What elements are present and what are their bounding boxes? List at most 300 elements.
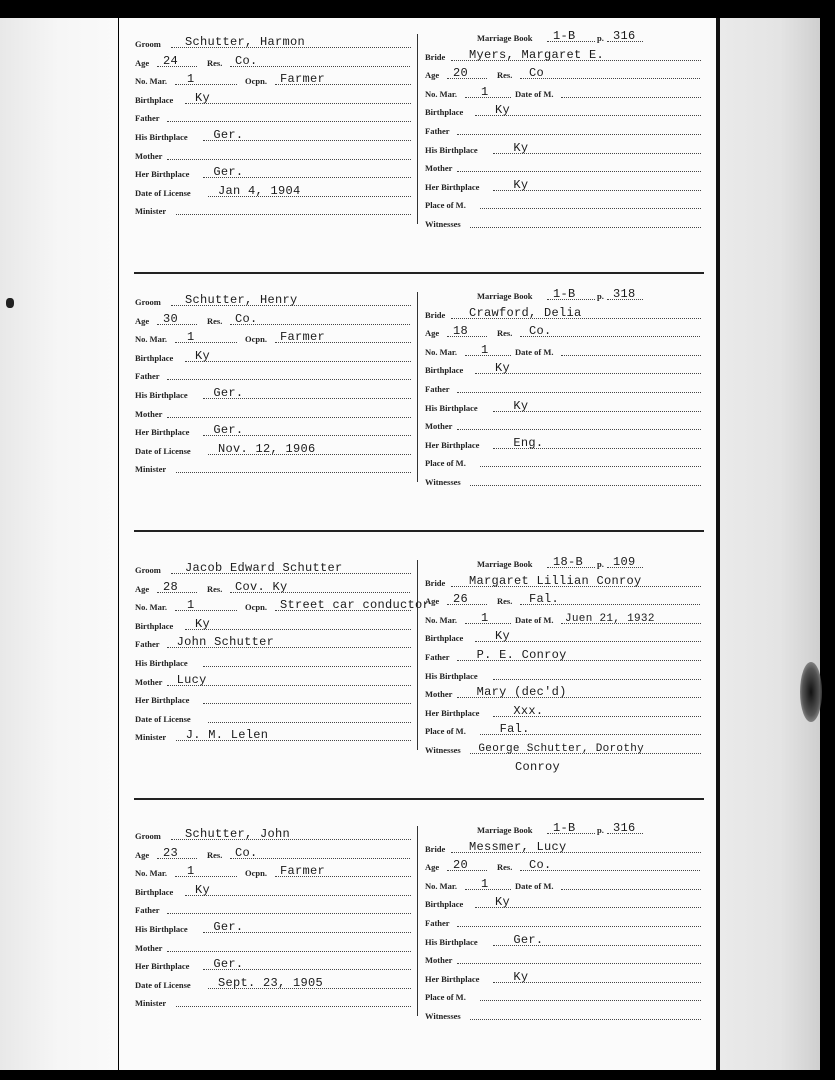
groom-her-birthplace-row xyxy=(135,688,415,706)
ocpn-label: Ocpn. xyxy=(245,334,267,345)
groom-minister-row xyxy=(135,457,415,475)
marriage-book-value: 18-B xyxy=(553,555,584,569)
place-of-m-label: Place of M. xyxy=(425,200,466,211)
birthplace-line xyxy=(185,361,411,362)
bride-her-birthplace-row xyxy=(425,433,703,451)
bride-witnesses-2-row xyxy=(425,231,703,249)
groom-birthplace-row xyxy=(135,880,415,898)
witnesses-label: Witnesses xyxy=(425,745,461,755)
groom-birthplace-row xyxy=(135,614,415,632)
age-label: Age xyxy=(425,70,440,81)
groom-groom-row xyxy=(135,824,415,842)
groom-mother-row xyxy=(135,144,415,162)
father-line xyxy=(167,121,411,122)
bride-name-value: Messmer, Lucy xyxy=(469,839,567,854)
groom-his-birthplace-row xyxy=(135,125,415,143)
groom-birthplace-value: Ky xyxy=(195,90,211,105)
bride-her-birthplace-row xyxy=(425,175,703,193)
bride-name-value: Myers, Margaret E. xyxy=(469,47,605,62)
mother-label: Mother xyxy=(135,408,163,419)
res-label: Res. xyxy=(207,57,223,68)
his-birthplace-label: His Birthplace xyxy=(135,390,188,400)
no-mar-line xyxy=(175,876,237,877)
card-divider xyxy=(417,34,418,224)
bride-no-mar-value: 1 xyxy=(481,610,489,625)
res-label: Res. xyxy=(207,315,223,326)
marriage-book-label: Marriage Book xyxy=(477,559,533,569)
age-label: Age xyxy=(135,57,150,68)
birthplace-label: Birthplace xyxy=(135,886,174,897)
groom-date-of-license-value: Nov. 12, 1906 xyxy=(218,441,316,456)
birthplace-label: Birthplace xyxy=(135,94,174,105)
groom-no-mar-value: 1 xyxy=(187,330,195,345)
bride-his-birthplace-row xyxy=(425,930,703,948)
groom-no-mar-row xyxy=(135,69,415,87)
bride-name-value: Margaret Lillian Conroy xyxy=(469,573,642,588)
res-label: Res. xyxy=(497,328,513,339)
his-birthplace-label: His Birthplace xyxy=(135,658,188,668)
bride-witnesses-continued-value: Conroy xyxy=(515,759,561,774)
groom-mother-row xyxy=(135,670,415,688)
groom-her-birthplace-row xyxy=(135,162,415,180)
groom-father-value: John Schutter xyxy=(176,635,275,650)
date-of-license-label: Date of License xyxy=(135,187,191,198)
his-birthplace-label: His Birthplace xyxy=(425,670,478,681)
bride-father-row xyxy=(425,911,703,929)
bride-birthplace-value: Ky xyxy=(495,895,511,910)
father-line xyxy=(457,134,701,135)
groom-her-birthplace-value: Ger. xyxy=(213,165,244,180)
father-line xyxy=(457,926,701,927)
her-birthplace-label: Her Birthplace xyxy=(135,695,190,706)
groom-age-value: 23 xyxy=(163,845,179,860)
mother-label: Mother xyxy=(425,955,453,966)
groom-birthplace-value: Ky xyxy=(195,616,211,631)
bride-label: Bride xyxy=(425,51,446,62)
mother-line xyxy=(457,963,701,964)
bride-witnesses-row xyxy=(425,738,703,756)
place-of-m-line xyxy=(480,1000,701,1001)
her-birthplace-label: Her Birthplace xyxy=(135,961,190,972)
minister-line xyxy=(176,214,411,215)
birthplace-label: Birthplace xyxy=(425,899,464,910)
marriage-book-value: 1-B xyxy=(553,29,576,43)
no-mar-line xyxy=(175,342,237,343)
father-label: Father xyxy=(135,113,160,124)
birthplace-label: Birthplace xyxy=(425,107,464,118)
bride-his-birthplace-row xyxy=(425,664,703,682)
groom-groom-row xyxy=(135,32,415,50)
mother-line xyxy=(167,159,411,160)
groom-date-of-license-row xyxy=(135,439,415,457)
groom-res-value: Co. xyxy=(235,53,258,68)
page-label: p. xyxy=(597,291,604,301)
minister-label: Minister xyxy=(135,998,167,1009)
res-label: Res. xyxy=(207,583,223,594)
date-of-m-label: Date of M. xyxy=(515,88,554,99)
bride-mother-row xyxy=(425,682,703,700)
bride-her-birthplace-row xyxy=(425,967,703,985)
birthplace-label: Birthplace xyxy=(425,365,464,376)
minister-label: Minister xyxy=(135,732,167,743)
ocpn-label: Ocpn. xyxy=(245,76,267,87)
groom-birthplace-value: Ky xyxy=(195,348,211,363)
bride-her-birthplace-value: Xxx. xyxy=(513,703,544,718)
bride-age-row xyxy=(425,321,703,339)
groom-age-row xyxy=(135,51,415,69)
minister-line xyxy=(176,472,411,473)
groom-father-row xyxy=(135,364,415,382)
bride-father-row xyxy=(425,645,703,663)
his-birthplace-label: His Birthplace xyxy=(135,924,188,934)
groom-label: Groom xyxy=(135,565,161,575)
groom-res-value: Co. xyxy=(235,845,258,860)
birthplace-label: Birthplace xyxy=(135,352,174,363)
groom-ocpn-value: Farmer xyxy=(280,330,326,345)
father-line xyxy=(167,913,411,914)
witnesses-line xyxy=(470,485,701,486)
his-birthplace-label: His Birthplace xyxy=(425,936,478,947)
bride-age-value: 18 xyxy=(453,324,469,339)
right-margin xyxy=(720,18,820,1070)
minister-label: Minister xyxy=(135,206,167,217)
bride-age-value: 26 xyxy=(453,592,469,607)
bride-res-value: Co. xyxy=(529,858,552,873)
bride-his-birthplace-value: Ger. xyxy=(513,932,544,947)
date-of-license-label: Date of License xyxy=(135,979,191,990)
place-of-m-label: Place of M. xyxy=(425,726,466,737)
bride-birthplace-value: Ky xyxy=(495,103,511,118)
no-mar-label: No. Mar. xyxy=(425,346,458,357)
groom-father-row xyxy=(135,106,415,124)
bride-witnesses-value: George Schutter, Dorothy xyxy=(478,743,645,755)
bride-her-birthplace-value: Ky xyxy=(513,969,529,984)
groom-name-value: Schutter, John xyxy=(185,827,291,841)
groom-his-birthplace-value: Ger. xyxy=(213,386,244,400)
his-birthplace-line xyxy=(203,666,411,667)
res-label: Res. xyxy=(497,596,513,607)
groom-date-of-license-value: Sept. 23, 1905 xyxy=(218,975,324,990)
bride-label: Bride xyxy=(425,843,446,854)
date-of-m-label: Date of M. xyxy=(515,614,554,625)
bride-place-of-m-row xyxy=(425,193,703,211)
his-birthplace-label: His Birthplace xyxy=(425,144,478,155)
age-label: Age xyxy=(425,328,440,339)
place-of-m-label: Place of M. xyxy=(425,992,466,1003)
mother-label: Mother xyxy=(135,150,163,161)
groom-age-row xyxy=(135,577,415,595)
res-line xyxy=(520,78,700,79)
groom-father-row xyxy=(135,898,415,916)
bride-her-birthplace-value: Ky xyxy=(513,177,529,192)
age-label: Age xyxy=(425,862,440,873)
bride-her-birthplace-value: Eng. xyxy=(513,435,544,450)
bride-bride-row xyxy=(425,45,703,63)
groom-res-value: Cov. Ky xyxy=(235,579,288,594)
place-of-m-line xyxy=(480,466,701,467)
mother-label: Mother xyxy=(425,163,453,174)
groom-his-birthplace-value: Ger. xyxy=(213,920,244,934)
record-separator xyxy=(134,798,704,800)
her-birthplace-label: Her Birthplace xyxy=(425,707,480,718)
bride-res-value: Fal. xyxy=(529,592,560,607)
groom-age-value: 30 xyxy=(163,311,179,326)
bride-mother-value: Mary (dec'd) xyxy=(476,685,567,700)
groom-age-value: 28 xyxy=(163,579,179,594)
bride-birthplace-value: Ky xyxy=(495,361,511,376)
groom-mother-row xyxy=(135,402,415,420)
minister-label: Minister xyxy=(135,464,167,475)
birthplace-line xyxy=(185,895,411,896)
father-label: Father xyxy=(135,639,160,650)
groom-ocpn-value: Farmer xyxy=(280,72,326,87)
bride-place-of-m-value: Fal. xyxy=(499,722,530,737)
groom-minister-row xyxy=(135,199,415,217)
bride-witnesses-2-row xyxy=(425,489,703,507)
groom-minister-row xyxy=(135,725,415,743)
bride-father-row xyxy=(425,377,703,395)
marriage-book-label: Marriage Book xyxy=(477,33,533,43)
no-mar-label: No. Mar. xyxy=(135,334,168,345)
groom-her-birthplace-row xyxy=(135,954,415,972)
no-mar-label: No. Mar. xyxy=(135,868,168,879)
date-of-license-label: Date of License xyxy=(135,713,191,724)
father-label: Father xyxy=(135,371,160,382)
groom-minister-row xyxy=(135,991,415,1009)
no-mar-label: No. Mar. xyxy=(425,880,458,891)
bride-res-value: Co xyxy=(529,66,545,81)
no-mar-label: No. Mar. xyxy=(135,76,168,87)
bride-birthplace-row xyxy=(425,626,703,644)
bride-age-value: 20 xyxy=(453,66,469,81)
page-label: p. xyxy=(597,825,604,835)
no-mar-label: No. Mar. xyxy=(425,614,458,625)
mother-line xyxy=(457,429,701,430)
bride-age-row xyxy=(425,63,703,81)
ocpn-label: Ocpn. xyxy=(245,602,267,613)
groom-ocpn-value: Street car conductor xyxy=(280,598,431,613)
bride-age-value: 20 xyxy=(453,858,469,873)
his-birthplace-label: His Birthplace xyxy=(425,402,478,413)
father-line xyxy=(457,392,701,393)
no-mar-line xyxy=(175,610,237,611)
birthplace-line xyxy=(185,103,411,104)
witnesses-label: Witnesses xyxy=(425,219,461,229)
bride-label: Bride xyxy=(425,577,446,588)
marriage-page-value: 316 xyxy=(613,29,636,43)
her-birthplace-label: Her Birthplace xyxy=(135,427,190,438)
groom-no-mar-value: 1 xyxy=(187,864,195,879)
groom-mother-row xyxy=(135,936,415,954)
bride-no-mar-row xyxy=(425,874,703,892)
groom-label: Groom xyxy=(135,39,161,49)
bride-birthplace-row xyxy=(425,100,703,118)
mother-label: Mother xyxy=(425,421,453,432)
card-divider xyxy=(417,560,418,750)
bride-no-mar-value: 1 xyxy=(481,342,489,357)
bride-his-birthplace-row xyxy=(425,396,703,414)
her-birthplace-label: Her Birthplace xyxy=(425,439,480,450)
witnesses-line xyxy=(470,227,701,228)
bride-bride-row xyxy=(425,571,703,589)
date-of-m-line xyxy=(561,97,701,98)
groom-ocpn-value: Farmer xyxy=(280,864,326,879)
bride-book-row xyxy=(425,26,703,44)
bride-mother-row xyxy=(425,156,703,174)
groom-groom-row xyxy=(135,558,415,576)
bride-his-birthplace-value: Ky xyxy=(513,140,529,155)
father-label: Father xyxy=(425,126,450,136)
father-label: Father xyxy=(425,384,450,394)
age-label: Age xyxy=(425,596,440,607)
date-of-m-label: Date of M. xyxy=(515,880,554,891)
groom-his-birthplace-row xyxy=(135,383,415,401)
groom-label: Groom xyxy=(135,831,161,841)
groom-no-mar-row xyxy=(135,595,431,613)
bride-book-row xyxy=(425,284,703,302)
her-birthplace-label: Her Birthplace xyxy=(425,973,480,984)
witnesses-line xyxy=(470,1019,701,1020)
mother-line xyxy=(457,171,701,172)
age-label: Age xyxy=(135,849,150,860)
page-label: p. xyxy=(597,559,604,569)
bride-father-value: P. E. Conroy xyxy=(476,648,567,662)
her-birthplace-label: Her Birthplace xyxy=(425,181,480,192)
bride-no-mar-row xyxy=(425,82,703,100)
groom-no-mar-value: 1 xyxy=(187,72,195,87)
left-margin xyxy=(0,18,118,1070)
place-of-m-line xyxy=(480,208,701,209)
marriage-page-value: 109 xyxy=(613,555,636,569)
ink-blot xyxy=(800,662,822,722)
card-divider xyxy=(417,826,418,1016)
bride-res-value: Co. xyxy=(529,324,552,339)
groom-age-value: 24 xyxy=(163,53,179,68)
groom-father-row xyxy=(135,632,415,650)
groom-date-of-license-value: Jan 4, 1904 xyxy=(218,183,301,198)
page-label: p. xyxy=(597,33,604,43)
birthplace-label: Birthplace xyxy=(135,620,174,631)
marriage-book-label: Marriage Book xyxy=(477,825,533,835)
bride-no-mar-row xyxy=(425,608,703,626)
groom-date-of-license-row xyxy=(135,181,415,199)
groom-her-birthplace-value: Ger. xyxy=(213,957,244,972)
bride-no-mar-value: 1 xyxy=(481,84,489,99)
mother-line xyxy=(167,417,411,418)
groom-birthplace-value: Ky xyxy=(195,882,211,897)
bride-bride-row xyxy=(425,303,703,321)
bride-book-row xyxy=(425,552,703,570)
bride-father-row xyxy=(425,119,703,137)
age-label: Age xyxy=(135,583,150,594)
res-label: Res. xyxy=(497,862,513,873)
bride-book-row xyxy=(425,818,703,836)
bride-place-of-m-row xyxy=(425,719,703,737)
groom-age-row xyxy=(135,843,415,861)
bride-name-value: Crawford, Delia xyxy=(469,305,582,320)
age-label: Age xyxy=(135,315,150,326)
groom-label: Groom xyxy=(135,297,161,307)
witnesses-label: Witnesses xyxy=(425,1011,461,1021)
groom-groom-row xyxy=(135,290,415,308)
father-label: Father xyxy=(425,652,450,662)
no-mar-label: No. Mar. xyxy=(135,602,168,613)
marriage-book-value: 1-B xyxy=(553,821,576,835)
groom-res-value: Co. xyxy=(235,311,258,326)
groom-age-row xyxy=(135,309,415,327)
groom-name-value: Jacob Edward Schutter xyxy=(185,561,343,575)
place-of-m-label: Place of M. xyxy=(425,458,466,469)
bride-witnesses-2-row xyxy=(425,757,703,775)
res-label: Res. xyxy=(497,70,513,81)
bride-his-birthplace-value: Ky xyxy=(513,398,529,413)
father-label: Father xyxy=(425,918,450,928)
birthplace-line xyxy=(185,629,411,630)
groom-mother-value: Lucy xyxy=(176,672,207,687)
marriage-book-label: Marriage Book xyxy=(477,291,533,301)
mother-label: Mother xyxy=(135,676,163,687)
bride-age-row xyxy=(425,589,703,607)
ink-speck xyxy=(6,298,14,308)
minister-line xyxy=(176,1006,411,1007)
date-of-m-line xyxy=(561,889,701,890)
no-mar-label: No. Mar. xyxy=(425,88,458,99)
groom-birthplace-row xyxy=(135,88,415,106)
bride-witnesses-2-row xyxy=(425,1023,703,1041)
bride-no-mar-value: 1 xyxy=(481,876,489,891)
bride-mother-row xyxy=(425,948,703,966)
groom-no-mar-row xyxy=(135,861,415,879)
her-birthplace-line xyxy=(203,703,411,704)
groom-no-mar-value: 1 xyxy=(187,598,195,613)
bride-birthplace-row xyxy=(425,892,703,910)
groom-no-mar-row xyxy=(135,327,415,345)
bride-bride-row xyxy=(425,837,703,855)
father-label: Father xyxy=(135,905,160,916)
date-of-license-line xyxy=(208,722,411,723)
mother-label: Mother xyxy=(135,942,163,953)
groom-date-of-license-row xyxy=(135,973,415,991)
mother-label: Mother xyxy=(425,689,453,700)
bride-witnesses-row xyxy=(425,212,703,230)
groom-his-birthplace-row xyxy=(135,651,415,669)
father-line xyxy=(167,379,411,380)
bride-no-mar-row xyxy=(425,340,703,358)
groom-her-birthplace-row xyxy=(135,420,415,438)
marriage-book-value: 1-B xyxy=(553,287,576,301)
bride-place-of-m-row xyxy=(425,985,703,1003)
bride-date-of-m-value: Juen 21, 1932 xyxy=(565,612,655,625)
date-of-license-label: Date of License xyxy=(135,445,191,456)
her-birthplace-label: Her Birthplace xyxy=(135,169,190,180)
bride-place-of-m-row xyxy=(425,451,703,469)
witnesses-label: Witnesses xyxy=(425,477,461,487)
bride-witnesses-row xyxy=(425,470,703,488)
groom-birthplace-row xyxy=(135,346,415,364)
ocpn-label: Ocpn. xyxy=(245,868,267,879)
date-of-m-label: Date of M. xyxy=(515,346,554,357)
birthplace-label: Birthplace xyxy=(425,633,464,644)
bride-mother-row xyxy=(425,414,703,432)
groom-name-value: Schutter, Harmon xyxy=(185,35,306,49)
groom-date-of-license-row xyxy=(135,707,415,725)
bride-witnesses-row xyxy=(425,1004,703,1022)
groom-minister-value: J. M. Lelen xyxy=(185,728,269,743)
bride-age-row xyxy=(425,855,703,873)
bride-his-birthplace-row xyxy=(425,138,703,156)
res-label: Res. xyxy=(207,849,223,860)
card-divider xyxy=(417,292,418,482)
